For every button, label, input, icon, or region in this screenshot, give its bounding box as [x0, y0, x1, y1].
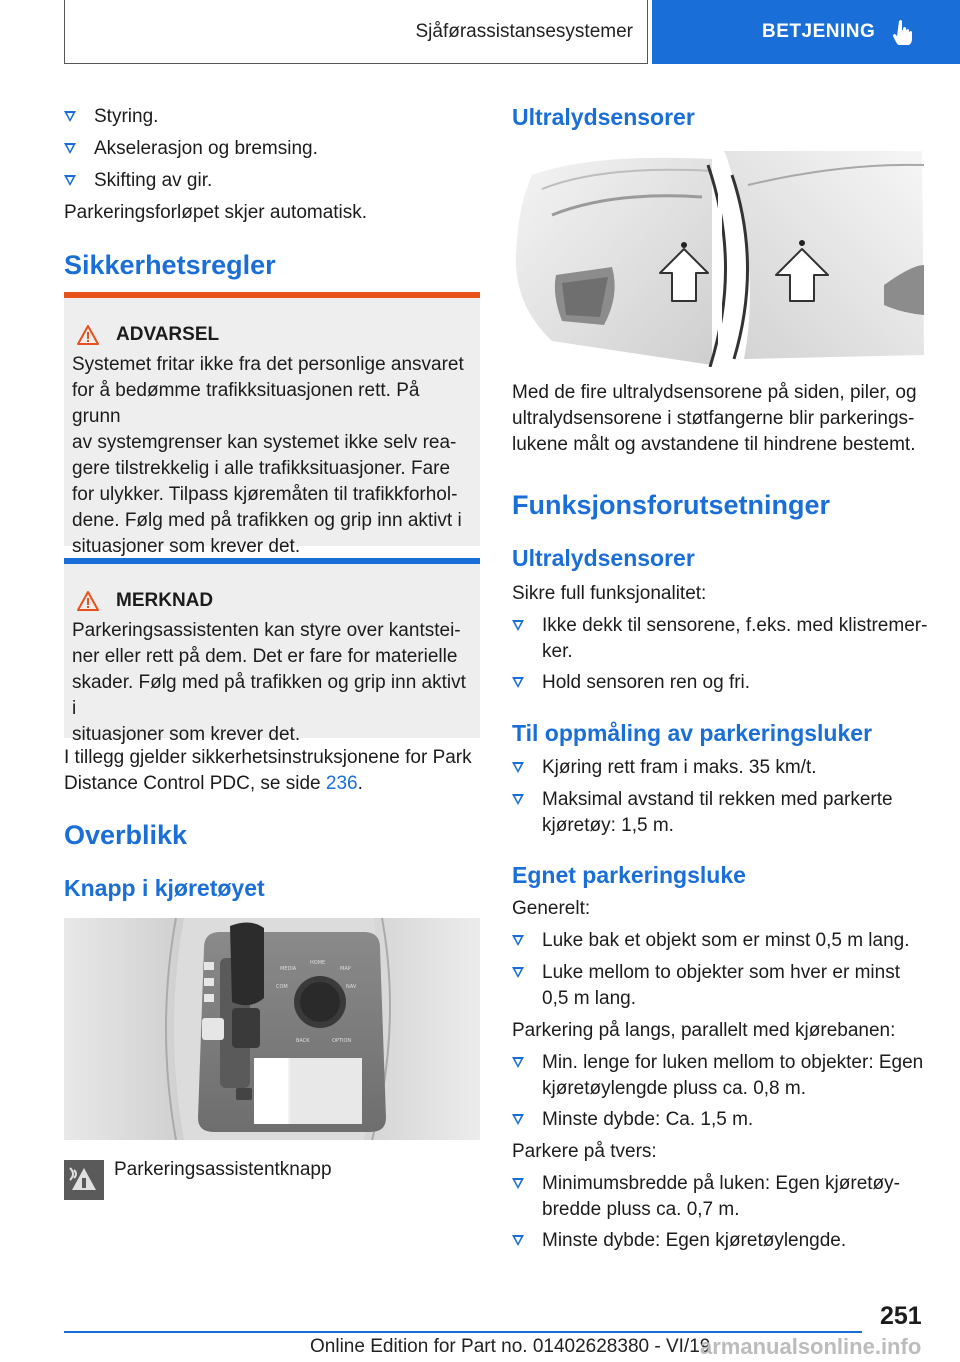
bullet-triangle-icon — [64, 175, 76, 186]
bullet-general-2: Luke mellom to objekter som hver er minst 0,5 m lang. — [512, 960, 900, 1012]
warning-text: Systemet fritar ikke fra det personlige ansvaret for å bedømme trafikksituasjonen rett. På grunn av systemgrenser kan systemet ikke selv rea- gere tilstrekkelig i alle trafikksituasjoner. Fare for ulykker. Tilpass kjøremåten til trafikkforhol- dene. Følg med på trafikken og grip inn aktivt i situasjoner som krever det. — [72, 354, 464, 557]
warning-triangle-icon — [76, 324, 100, 346]
bullet-triangle-icon — [512, 762, 524, 773]
console-map-label: MAP — [340, 966, 351, 972]
bullet-triangle-icon — [512, 1235, 524, 1246]
footer-divider — [64, 1331, 862, 1333]
bullet-triangle-icon — [512, 620, 524, 631]
heading-suitable-space: Egnet parkeringsluke — [512, 862, 746, 888]
note-title: MERKNAD — [72, 588, 472, 614]
heading-safety: Sikkerhetsregler — [64, 250, 276, 280]
console-image — [64, 918, 480, 1140]
footer-edition: Online Edition for Part no. 01402628380 - VI/19 — [310, 1336, 711, 1357]
header-section — [64, 0, 648, 64]
para-automatic: Parkeringsforløpet skjer automatisk. — [64, 202, 368, 223]
bullet-perpendicular-1: Minimumsbredde på luken: Egen kjøretøy- bredde pluss ca. 0,7 m. — [512, 1171, 900, 1223]
bullet-triangle-icon — [512, 677, 524, 688]
bullet-triangle-icon — [64, 111, 76, 122]
warning-triangle-icon — [76, 590, 100, 612]
bullet-parallel-2: Minste dybde: Ca. 1,5 m. — [512, 1107, 753, 1133]
bullet-triangle-icon — [512, 1178, 524, 1189]
bullet-parallel-1: Min. lenge for luken mellom to objekter: Egen kjøretøylengde pluss ca. 0,8 m. — [512, 1050, 923, 1102]
para-parallel: Parkering på langs, parallelt med kjørebanen: — [512, 1020, 896, 1041]
console-nav-label: NAV — [346, 984, 357, 990]
note-text: Parkeringsassistenten kan styre over kantstei- ner eller rett på dem. Det er fare for materielle skader. Følg med på trafikken og grip inn aktivt i situasjoner som krever det. — [72, 620, 466, 745]
heading-measuring: Til oppmåling av parkeringsluker — [512, 720, 873, 746]
warning-title: ADVARSEL — [72, 322, 472, 348]
bullet-general-1: Luke bak et objekt som er minst 0,5 m lang. — [512, 928, 910, 954]
para-full-function: Sikre full funksjonalitet: — [512, 583, 707, 604]
bullet-distance: Maksimal avstand til rekken med parkerte kjøretøy: 1,5 m. — [512, 787, 893, 839]
bullet-triangle-icon — [512, 1114, 524, 1125]
bullet-triangle-icon — [512, 967, 524, 978]
header-section-title: Sjåførassistansesystemer — [415, 20, 633, 42]
heading-prerequisites: Funksjonsforutsetninger — [512, 490, 831, 520]
bullet-keep-clean: Hold sensoren ren og fri. — [512, 670, 750, 696]
heading-overview: Overblikk — [64, 820, 188, 850]
bullet-triangle-icon — [512, 935, 524, 946]
console-com-label: COM — [276, 984, 288, 990]
bullet-triangle-icon — [512, 794, 524, 805]
heading-ultrasonic-sensors-2: Ultralydsensorer — [512, 545, 695, 571]
button-caption: Parkeringsassistentknapp — [114, 1159, 332, 1180]
note-box — [64, 558, 480, 745]
sensors-image — [512, 145, 928, 367]
para-perpendicular: Parkere på tvers: — [512, 1141, 657, 1162]
console-option-label: OPTION — [332, 1038, 352, 1044]
bullet-speed: Kjøring rett fram i maks. 35 km/t. — [512, 755, 817, 781]
warning-box — [64, 292, 480, 557]
console-back-label: BACK — [296, 1038, 310, 1044]
sensors-description: Med de fire ultralydsensorene på siden, piler, og ultralydsensorene i støtfangerne blir parkerings- lukene målt og avstandene til hindrene bestemt. — [512, 382, 917, 455]
console-home-label: HOME — [310, 960, 326, 966]
bullet-steering: Styring. — [64, 104, 158, 130]
bullet-triangle-icon — [512, 1057, 524, 1068]
hand-pointer-icon — [893, 19, 915, 45]
heading-button-in-vehicle: Knapp i kjøretøyet — [64, 875, 265, 901]
parking-assistant-button-icon — [64, 1160, 104, 1200]
console-media-label: MEDIA — [280, 966, 297, 972]
header-chapter[interactable] — [652, 0, 960, 64]
bullet-acceleration: Akselerasjon og bremsing. — [64, 136, 318, 162]
bullet-do-not-cover: Ikke dekk til sensorene, f.eks. med klistremer- ker. — [512, 613, 927, 665]
header-chapter-title: BETJENING — [762, 21, 876, 42]
bullet-perpendicular-2: Minste dybde: Egen kjøretøylengde. — [512, 1228, 846, 1254]
page-link-236[interactable]: 236 — [325, 773, 358, 794]
para-pdc: I tillegg gjelder sikkerhetsinstruksjonene for Park Distance Control PDC, se side 236. — [64, 747, 472, 794]
page-number: 251 — [880, 1302, 922, 1330]
watermark: armanualsonline.info — [700, 1334, 922, 1359]
bullet-gear: Skifting av gir. — [64, 168, 212, 194]
para-general: Generelt: — [512, 898, 591, 919]
heading-ultrasonic-sensors: Ultralydsensorer — [512, 104, 695, 130]
bullet-triangle-icon — [64, 143, 76, 154]
